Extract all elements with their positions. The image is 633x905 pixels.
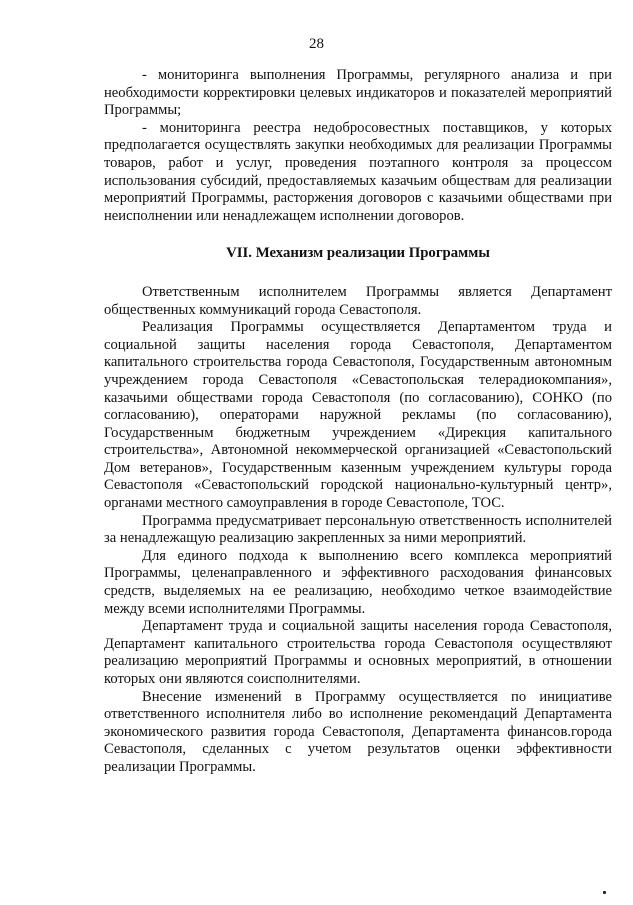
paragraph-amendments: Внесение изменений в Программу осуществляется по инициативе ответственного исполнителя либо во исполнение рекомендаций Департамента экономического развития города Севастополя, Департамента финансов.города Севастополя, сделанных с учетом результатов оценки эффективности реализации Программы. bbox=[104, 688, 612, 775]
paragraph-interaction: Для единого подхода к выполнению всего комплекса мероприятий Программы, целенаправленного и эффективного расходования финансовых средств, выделяемых на ее реализацию, необходимо четкое взаимодействие между всеми исполнителями Программы. bbox=[104, 547, 612, 617]
paragraph-monitoring-suppliers: - мониторинга реестра недобросовестных поставщиков, у которых предполагается осуществлять закупки необходимых для реализации Программы товаров, работ и услуг, проведения поэтапного контроля за процессом использования субсидий, предоставляемых казачьим обществам для реализации мероприятий Программы, расторжения договоров с казачьими обществами при неисполнении или ненадлежащем исполнении договоров. bbox=[104, 119, 612, 224]
paragraph-responsibility: Программа предусматривает персональную ответственность исполнителей за ненадлежащую реализацию закрепленных за ними мероприятий. bbox=[104, 512, 612, 547]
paragraph-monitoring-program: - мониторинга выполнения Программы, регулярного анализа и при необходимости корректировки целевых индикаторов и показателей мероприятий Программы; bbox=[104, 67, 612, 119]
scan-dot-mark bbox=[603, 891, 606, 894]
page-number: 28 bbox=[309, 36, 324, 52]
paragraph-implementation: Реализация Программы осуществляется Департаментом труда и социальной защиты населения города Севастополя, Департаментом капитального строительства города Севастополя, Государственным автономным учреждением города Севастополя «Севастопольская телерадиокомпания», казачьими обществами города Севастополя (по согласованию), СОНКО (по согласованию), операторами наружной рекламы (по согласованию), Государственным бюджетным учреждением «Дирекция капитального строительства», Автономной некоммерческой организацией «Севастопольский Дом ветеранов», Государственным казенным учреждением культуры города Севастополя «Севастопольский городской национально-культурный центр», органами местного самоуправления в городе Севастополе, ТОС. bbox=[104, 319, 612, 512]
paragraph-responsible-executor: Ответственным исполнителем Программы является Департамент общественных коммуникаций города Севастополя. bbox=[104, 283, 612, 318]
document-body bbox=[104, 67, 612, 777]
paragraph-co-executors: Департамент труда и социальной защиты населения города Севастополя, Департамент капитального строительства города Севастополя осуществляют реализацию мероприятий Программы и основных мероприятий, в отношении которых они являются соисполнителями. bbox=[104, 618, 612, 687]
section-heading: VII. Механизм реализации Программы bbox=[226, 245, 490, 262]
